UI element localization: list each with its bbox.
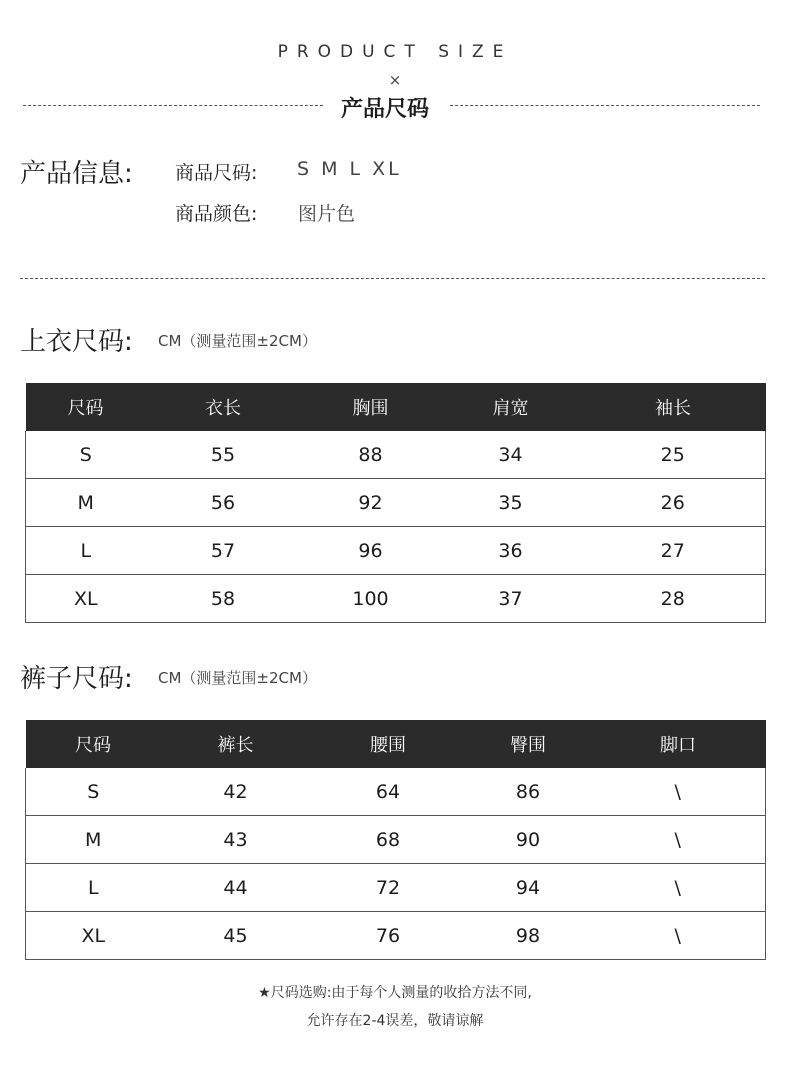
table-cell: \ [591,864,766,912]
table-cell: 100 [301,575,441,623]
title-divider-left [23,105,323,106]
header-cell: 裤长 [161,720,311,768]
table-cell: 45 [161,912,311,960]
table-cell: S [26,431,146,479]
table-cell: 27 [581,527,766,575]
table-cell: 26 [581,479,766,527]
table-cell: \ [591,912,766,960]
size-key: 商品尺码: [175,162,258,184]
table-cell: 37 [441,575,581,623]
table-cell: XL [26,912,161,960]
title-divider-right [450,105,760,106]
header-cell: 尺码 [26,720,161,768]
color-value: 图片色 [298,203,356,225]
table-row [26,527,766,575]
table-row [26,912,766,960]
table-row [26,479,766,527]
color-key: 商品颜色: [175,203,258,225]
table-cell: 36 [441,527,581,575]
pants-size-title: 裤子尺码: [20,664,133,694]
table-cell: 55 [146,431,301,479]
pants-size-note: CM（测量范围±2CM） [158,669,317,687]
table-cell: 57 [146,527,301,575]
table-cell: 43 [161,816,311,864]
table-cell: 72 [311,864,466,912]
table-cell: 88 [301,431,441,479]
chinese-title: 产品尺码 [340,97,429,122]
top-size-table [25,383,766,623]
table-cell: M [26,479,146,527]
section-divider [20,278,765,279]
table-cell: 94 [466,864,591,912]
table-cell: 64 [311,768,466,816]
table-cell: 96 [301,527,441,575]
table-cell: \ [591,816,766,864]
footer-note-line1: ★尺码选购:由于每个人测量的收拾方法不同, [258,985,532,1001]
header-cell: 肩宽 [441,383,581,431]
table-cell: L [26,527,146,575]
english-title: PRODUCT SIZE [277,42,513,62]
product-info-label: 产品信息: [20,159,133,189]
table-cell: S [26,768,161,816]
table-cell: 98 [466,912,591,960]
table-cell: XL [26,575,146,623]
header-cell: 胸围 [301,383,441,431]
table-cell: 28 [581,575,766,623]
table-cell: 68 [311,816,466,864]
header-cell: 袖长 [581,383,766,431]
table-row [26,575,766,623]
table-cell: 56 [146,479,301,527]
size-value: S M L XL [297,158,402,180]
table-cell: 58 [146,575,301,623]
top-size-title: 上衣尺码: [20,327,133,357]
cross-mark: × [388,71,402,89]
table-cell: 44 [161,864,311,912]
header-cell: 腰围 [311,720,466,768]
table-row [26,768,766,816]
table-cell: 42 [161,768,311,816]
table-cell: L [26,864,161,912]
table-cell: 90 [466,816,591,864]
table-header-row [26,720,766,768]
pants-size-table [25,720,766,960]
table-cell: 34 [441,431,581,479]
table-cell: 86 [466,768,591,816]
header-cell: 脚口 [591,720,766,768]
table-row [26,431,766,479]
header-cell: 臀围 [466,720,591,768]
header-cell: 尺码 [26,383,146,431]
table-row [26,864,766,912]
header-cell: 衣长 [146,383,301,431]
table-cell: \ [591,768,766,816]
table-cell: 76 [311,912,466,960]
top-size-note: CM（测量范围±2CM） [158,332,317,350]
table-header-row [26,383,766,431]
table-cell: M [26,816,161,864]
footer-note-line2: 允许存在2-4误差，敬请谅解 [306,1013,484,1029]
table-row [26,816,766,864]
table-cell: 92 [301,479,441,527]
table-cell: 35 [441,479,581,527]
table-cell: 25 [581,431,766,479]
